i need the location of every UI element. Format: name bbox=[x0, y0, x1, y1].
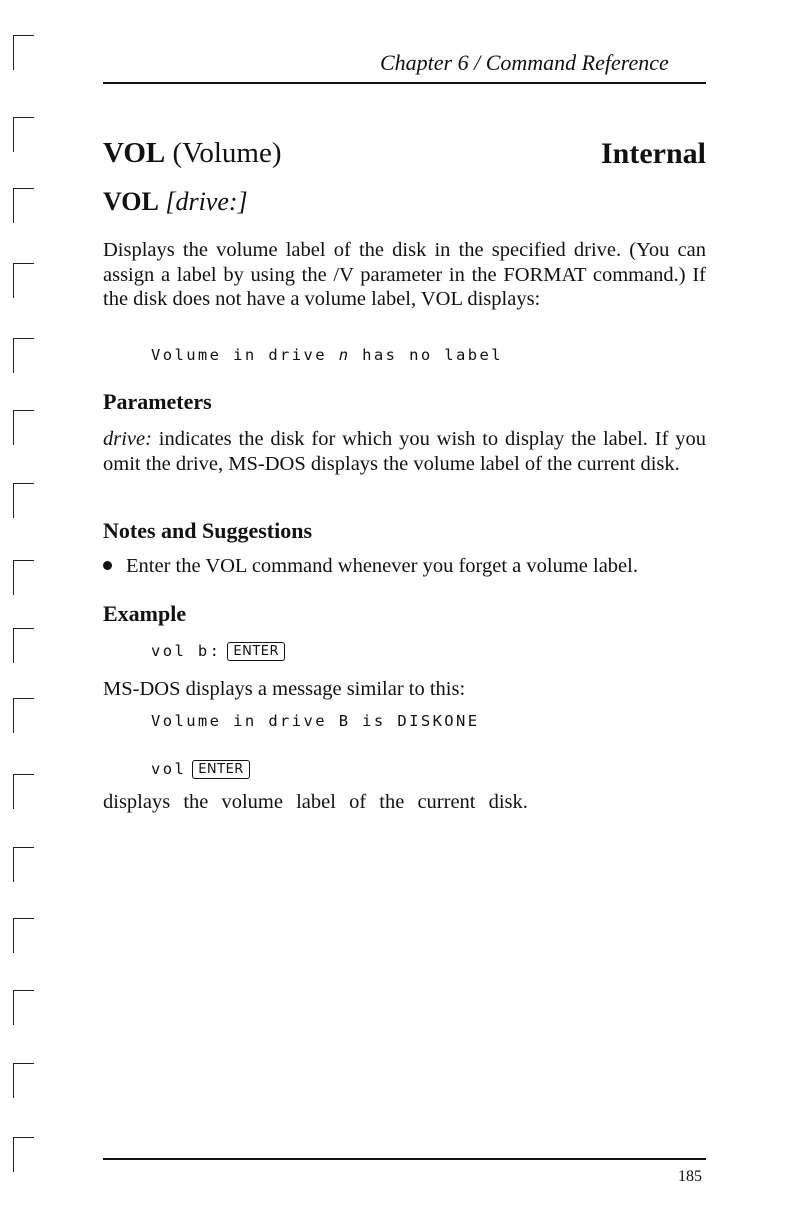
binding-mark bbox=[13, 774, 34, 809]
binding-mark bbox=[13, 698, 34, 733]
header-rule bbox=[103, 82, 706, 84]
binding-mark bbox=[13, 410, 34, 445]
command-long-name: (Volume) bbox=[172, 137, 282, 169]
page-number: 185 bbox=[678, 1168, 702, 1185]
binding-mark bbox=[13, 35, 34, 70]
output-variable: n bbox=[338, 346, 351, 364]
binding-mark bbox=[13, 1137, 34, 1172]
binding-mark bbox=[13, 990, 34, 1025]
command-text: vol bbox=[151, 760, 187, 778]
notes-heading: Notes and Suggestions bbox=[103, 518, 313, 543]
syntax-parameter: [drive:] bbox=[165, 187, 248, 216]
description-paragraph: Displays the volume label of the disk in the specified drive. (You can assign a label by using the /V parameter in the FORMAT command.) If the disk does not have a volume label, VOL displays: bbox=[103, 239, 706, 310]
example-explanation-2: displays the volume label of the current disk. bbox=[103, 791, 528, 813]
example-command-2 bbox=[151, 760, 250, 780]
binding-mark bbox=[13, 847, 34, 882]
syntax-command: VOL bbox=[103, 187, 159, 216]
running-head: Chapter 6 / Command Reference bbox=[380, 50, 669, 75]
binding-mark bbox=[13, 263, 34, 298]
binding-mark bbox=[13, 117, 34, 152]
command-type: Internal bbox=[601, 137, 706, 170]
enter-key-icon: ENTER bbox=[227, 642, 285, 661]
output-text: has no label bbox=[350, 346, 503, 364]
example-heading: Example bbox=[103, 601, 187, 626]
binding-mark bbox=[13, 1063, 34, 1098]
notes-list-item bbox=[103, 555, 638, 578]
example-explanation-1: MS-DOS displays a message similar to this: bbox=[103, 678, 466, 700]
parameters-heading: Parameters bbox=[103, 389, 212, 414]
entry-title bbox=[103, 137, 282, 170]
binding-mark bbox=[13, 560, 34, 595]
command-text: vol b: bbox=[151, 642, 222, 660]
footer-rule bbox=[103, 1158, 706, 1160]
parameter-name: drive: bbox=[103, 428, 152, 450]
parameter-description: indicates the disk for which you wish to display the label. If you omit the drive, MS-DOS displays the volume label of the current disk. bbox=[103, 428, 706, 475]
binding-mark bbox=[13, 483, 34, 518]
binding-mark bbox=[13, 188, 34, 223]
enter-key-icon: ENTER bbox=[192, 760, 250, 779]
syntax-line bbox=[103, 187, 248, 217]
no-label-output bbox=[151, 346, 503, 364]
output-text: Volume in drive bbox=[151, 346, 339, 364]
binding-mark bbox=[13, 918, 34, 953]
example-output: Volume in drive B is DISKONE bbox=[151, 712, 480, 730]
bullet-icon bbox=[103, 561, 112, 570]
command-name: VOL bbox=[103, 137, 166, 169]
binding-mark bbox=[13, 338, 34, 373]
parameters-paragraph bbox=[103, 427, 706, 476]
note-text: Enter the VOL command whenever you forget a volume label. bbox=[126, 555, 638, 577]
binding-mark bbox=[13, 628, 34, 663]
example-command-1 bbox=[151, 642, 285, 662]
